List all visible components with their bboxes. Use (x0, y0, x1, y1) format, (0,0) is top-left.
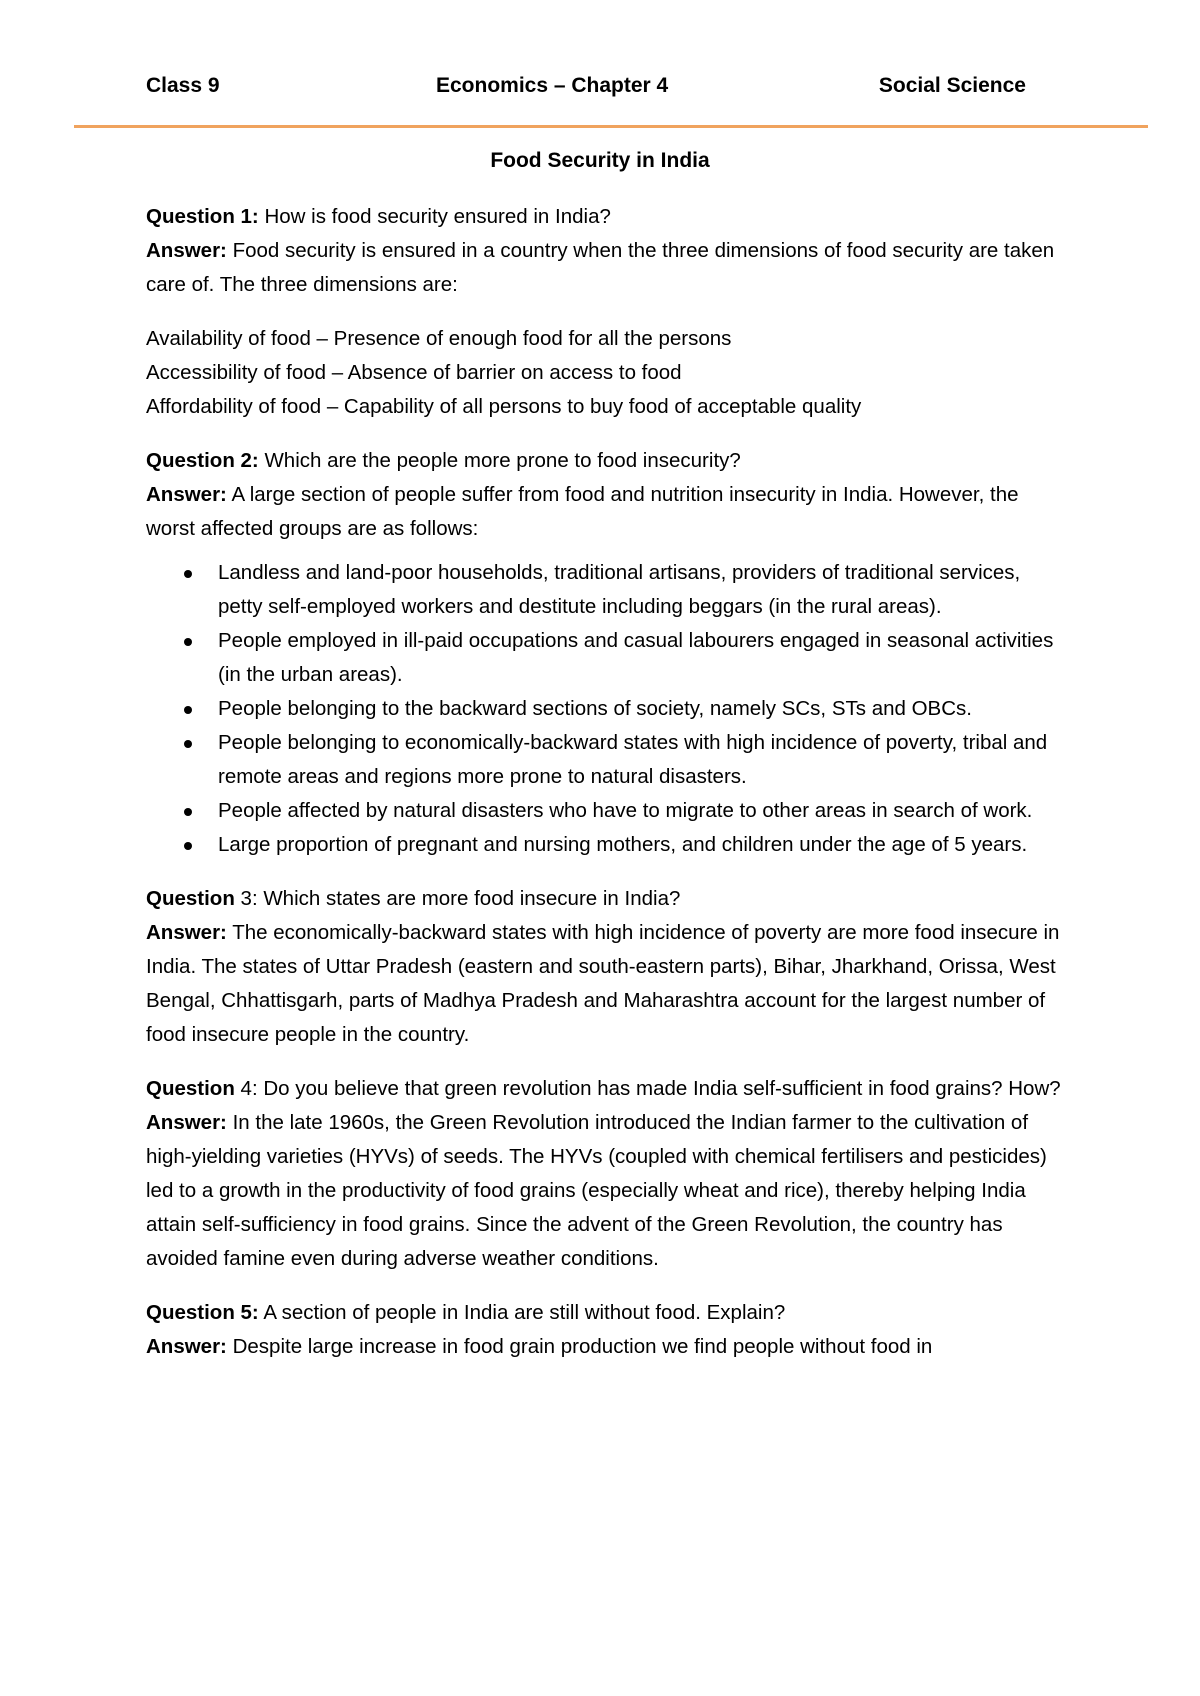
answer-text: A large section of people suffer from food and nutrition insecurity in India. However, the worst affected groups are as follows: (146, 483, 1019, 540)
question-label: Question 1: (146, 205, 259, 228)
answer-2 (146, 478, 1066, 546)
question-5 (146, 1296, 1066, 1330)
question-3 (146, 882, 1066, 916)
document-title: Food Security in India (490, 149, 710, 172)
question-text: Which are the people more prone to food insecurity? (258, 449, 741, 472)
affected-groups-list (146, 556, 1066, 862)
question-label: Question 5: (146, 1301, 259, 1324)
question-text: Which states are more food insecure in India? (257, 887, 681, 910)
question-label: Question (146, 887, 235, 910)
header-course: Social Science (878, 74, 1026, 97)
list-item-text: People employed in ill-paid occupations and casual labourers engaged in seasonal activities (in the urban areas). (218, 629, 1054, 686)
list-item (146, 692, 1066, 726)
answer-4 (146, 1106, 1066, 1276)
list-item-text: People affected by natural disasters who have to migrate to other areas in search of work. (218, 799, 1033, 822)
answer-1 (146, 234, 1066, 302)
list-item-text: People belonging to economically-backward states with high incidence of poverty, tribal and remote areas and regions more prone to natural disasters. (218, 731, 1048, 788)
header-divider (74, 125, 1148, 128)
question-1-block (146, 200, 1066, 302)
answer-text: Food security is ensured in a country when the three dimensions of food security are taken care of. The three dimensions are: (146, 239, 1055, 296)
question-1 (146, 200, 1066, 234)
list-item-text: Large proportion of pregnant and nursing mothers, and children under the age of 5 years. (218, 833, 1028, 856)
list-item (146, 726, 1066, 794)
answer-text: In the late 1960s, the Green Revolution introduced the Indian farmer to the cultivation of high-yielding varieties (HYVs) of seeds. The HYVs (coupled with chemical fertilisers and pesticides) led to a growth in the productivity of food grains (especially wheat and rice), thereby helping India attain self-sufficiency in food grains. Since the advent of the Green Revolution, the country has avoided famine even during adverse weather conditions. (146, 1111, 1047, 1270)
question-number: 4: (234, 1077, 258, 1100)
bullet-icon (184, 842, 192, 850)
list-item (146, 556, 1066, 624)
bullet-icon (184, 570, 192, 578)
list-item (146, 794, 1066, 828)
question-4 (146, 1072, 1066, 1106)
question-label: Question 2: (146, 449, 259, 472)
page-header (146, 74, 1026, 104)
answer-label: Answer: (146, 483, 227, 506)
answer-5 (146, 1330, 1066, 1364)
dimension-item: Affordability of food – Capability of all persons to buy food of acceptable quality (146, 395, 862, 418)
list-item-text: People belonging to the backward sections of society, namely SCs, STs and OBCs. (218, 697, 972, 720)
header-class: Class 9 (146, 74, 220, 97)
document-body (146, 200, 1066, 1384)
bullet-icon (184, 706, 192, 714)
header-subject-chapter: Economics – Chapter 4 (436, 74, 669, 97)
question-2-block (146, 444, 1066, 546)
list-item (146, 624, 1066, 692)
answer-label: Answer: (146, 1111, 227, 1134)
answer-label: Answer: (146, 1335, 227, 1358)
question-5-block (146, 1296, 1066, 1364)
question-number: 3: (234, 887, 258, 910)
question-2 (146, 444, 1066, 478)
answer-text: Despite large increase in food grain production we find people without food in (226, 1335, 933, 1358)
question-text: A section of people in India are still without food. Explain? (258, 1301, 786, 1324)
bullet-icon (184, 808, 192, 816)
bullet-icon (184, 638, 192, 646)
dimensions-list (146, 322, 1066, 424)
answer-label: Answer: (146, 921, 227, 944)
question-3-block (146, 882, 1066, 1052)
list-item (146, 828, 1066, 862)
answer-3 (146, 916, 1066, 1052)
answer-label: Answer: (146, 239, 227, 262)
dimension-item: Availability of food – Presence of enough food for all the persons (146, 327, 732, 350)
answer-text: The economically-backward states with high incidence of poverty are more food insecure in India. The states of Uttar Pradesh (eastern and south-eastern parts), Bihar, Jharkhand, Orissa, West Bengal, Chhattisgarh, parts of Madhya Pradesh and Maharashtra account for the largest number of food insecure people in the country. (146, 921, 1060, 1046)
question-text: Do you believe that green revolution has made India self-sufficient in food grains? How? (257, 1077, 1061, 1100)
question-text: How is food security ensured in India? (258, 205, 611, 228)
question-4-block (146, 1072, 1066, 1276)
list-item-text: Landless and land-poor households, traditional artisans, providers of traditional services, petty self-employed workers and destitute including beggars (in the rural areas). (218, 561, 1021, 618)
bullet-icon (184, 740, 192, 748)
question-label: Question (146, 1077, 235, 1100)
dimension-item: Accessibility of food – Absence of barrier on access to food (146, 361, 682, 384)
